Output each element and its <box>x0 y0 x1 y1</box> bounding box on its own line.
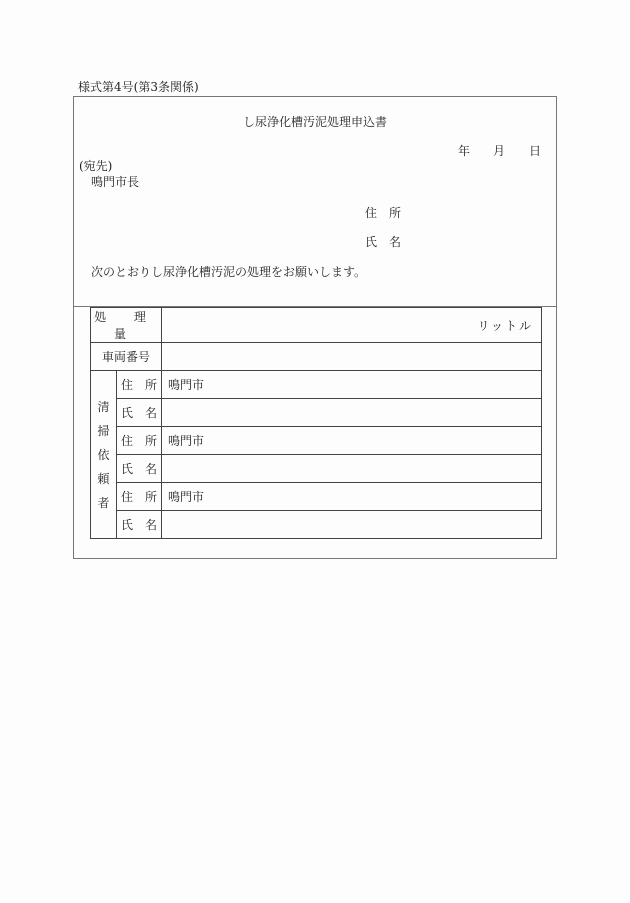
table-row <box>91 483 542 511</box>
row-label: 住 所 <box>117 483 162 511</box>
char: 清 <box>97 399 110 414</box>
char: 依 <box>97 447 110 462</box>
applicant-name-label: 氏 名 <box>365 235 402 249</box>
address-field[interactable]: 鳴門市 <box>162 427 542 455</box>
row-label: 住 所 <box>117 427 162 455</box>
volume-field[interactable]: リットル <box>162 308 542 343</box>
table-row <box>91 427 542 455</box>
row-label: 氏 名 <box>117 455 162 483</box>
row-label: 氏 名 <box>117 399 162 427</box>
char: 頼 <box>97 471 110 486</box>
char: 掃 <box>97 423 110 438</box>
table-row <box>91 455 542 483</box>
vehicle-label: 車両番号 <box>91 343 162 371</box>
date-year[interactable]: 年 <box>458 144 471 158</box>
date-day[interactable]: 日 <box>529 144 542 158</box>
request-text: 次のとおりし尿浄化槽汚泥の処理をお願いします。 <box>91 265 367 279</box>
char: 者 <box>97 495 110 510</box>
table-row <box>91 399 542 427</box>
volume-label-text: 処 理 量 <box>94 310 158 341</box>
name-field[interactable] <box>162 455 542 483</box>
form-number: 様式第4号(第3条関係) <box>78 80 199 94</box>
addressee-label: (宛先) <box>79 159 113 173</box>
requester-group-label <box>91 371 117 539</box>
name-field[interactable] <box>162 399 542 427</box>
volume-label <box>91 308 162 343</box>
address-field[interactable]: 鳴門市 <box>162 371 542 399</box>
address-field[interactable]: 鳴門市 <box>162 483 542 511</box>
applicant-address-label: 住 所 <box>365 206 402 220</box>
row-label: 氏 名 <box>117 511 162 539</box>
name-field[interactable] <box>162 511 542 539</box>
row-label: 住 所 <box>117 371 162 399</box>
form-title: し尿浄化槽汚泥処理申込書 <box>242 115 387 129</box>
table-row <box>91 511 542 539</box>
date-month[interactable]: 月 <box>493 144 506 158</box>
details-table <box>90 307 542 539</box>
table-row <box>91 308 542 343</box>
vehicle-field[interactable] <box>162 343 542 371</box>
addressee: 鳴門市長 <box>91 175 140 189</box>
table-row <box>91 343 542 371</box>
table-row <box>91 371 542 399</box>
